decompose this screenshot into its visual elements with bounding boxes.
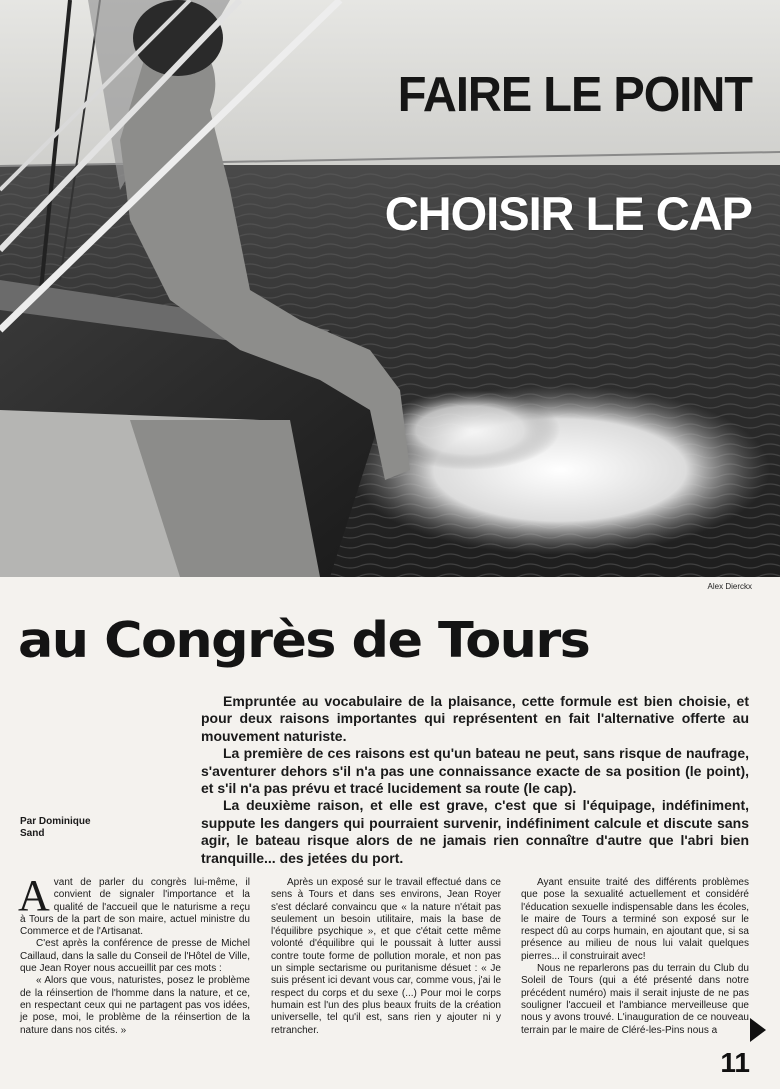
right-arrow-icon bbox=[750, 1018, 766, 1042]
article-headline: au Congrès de Tours bbox=[18, 612, 590, 669]
column-paragraph: Ayant ensuite traité des différents problèmes que pose la sexualité actuellement et considéré l'éducation sexuelle indispensable dans les écoles, le maire de Tours a terminé son exposé sur le respect dû au corps humain, en ajoutant que, si sa présence au milieu de nous lui valait quelques pierres... il construirait avec! bbox=[521, 877, 749, 962]
intro-paragraph: Empruntée au vocabulaire de la plaisance, cette formule est bien choisie, et pour deux raisons importantes qui représentent en fait l'alternative offerte au mouvement naturiste. bbox=[201, 693, 749, 744]
column-paragraph: Nous ne reparlerons pas du terrain du Club du Soleil de Tours (qui a été présenté dans notre précédent numéro) mais il serait injuste de ne pas souligner l'accueil et l'ambiance merveilleuse que nous y avons trouvé. L'inauguration de ce nouveau terrain par le maire de Cléré-les-Pins nous a bbox=[521, 963, 749, 1036]
intro-block bbox=[201, 693, 749, 867]
column-paragraph: Après un exposé sur le travail effectué dans ce sens à Tours et dans ses environs, Jean Royer s'est déclaré convaincu que « la nature n'était pas seulement un besoin utilitaire, mais la base de l'équilibre psychique », et que c'était cette même volonté d'équilibre qui le poussait à lutter aussi contre toute forme de pollution morale, et non pas un simple sectarisme ou puritanisme désuet : « Je suis présent ici devant vous car, comme vous, j'ai le respect du corps et du sexe (...) Pour moi le corps humain est l'un des plus beaux fruits de la création universelle, tel qu'il est, sans rien y ajouter ni y retrancher. bbox=[271, 877, 501, 1036]
intro-paragraph: La deuxième raison, et elle est grave, c'est que si l'équipage, indéfiniment, suppute les dangers qui pourraient survenir, indéfiniment calcule et discute sans agir, le bateau risque alors de ne jamais rien connaître d'autre que l'abri bien tranquille... des jetées du port. bbox=[201, 797, 749, 866]
column-1 bbox=[18, 871, 250, 1037]
column-paragraph: « Alors que vous, naturistes, posez le problème de la réinsertion de l'homme dans la nature, et ce, en respectant ceux qui ne partagent pas vos idées, je pose, moi, le problème de la réinsertion de la nature dans nos cités. » bbox=[20, 975, 250, 1036]
column-paragraph: C'est après la conférence de presse de Michel Caillaud, dans la salle du Conseil de l'Hôtel de Ville, que Jean Royer nous accueillit par ces mots : bbox=[20, 938, 250, 975]
title-line-2: CHOISIR LE CAP bbox=[384, 187, 752, 240]
byline bbox=[20, 816, 130, 840]
byline-prefix: Par Dominique bbox=[20, 816, 91, 827]
column-2 bbox=[271, 877, 501, 1037]
byline-name: Sand bbox=[20, 828, 45, 839]
column-paragraph bbox=[18, 871, 250, 938]
photo-credit: Alex Dierckx bbox=[707, 582, 752, 591]
column-3 bbox=[521, 877, 749, 1037]
intro-paragraph: La première de ces raisons est qu'un bateau ne peut, sans risque de naufrage, s'aventurer dehors s'il n'a pas une connaissance exacte de sa position (le point), et s'il n'a pas prévu et tracé lucidement sa route (le cap). bbox=[201, 745, 749, 797]
title-line-1: FAIRE LE POINT bbox=[397, 65, 752, 122]
column-text: vant de parler du congrès lui-même, il convient de signaler l'importance et la qualité de l'accueil que le naturisme a reçu à Tours de la part de son maire, actuel ministre du Commerce et de l'Artisanat. bbox=[20, 877, 250, 938]
drop-cap: A bbox=[18, 871, 50, 920]
page-number: 11 bbox=[720, 1047, 750, 1078]
